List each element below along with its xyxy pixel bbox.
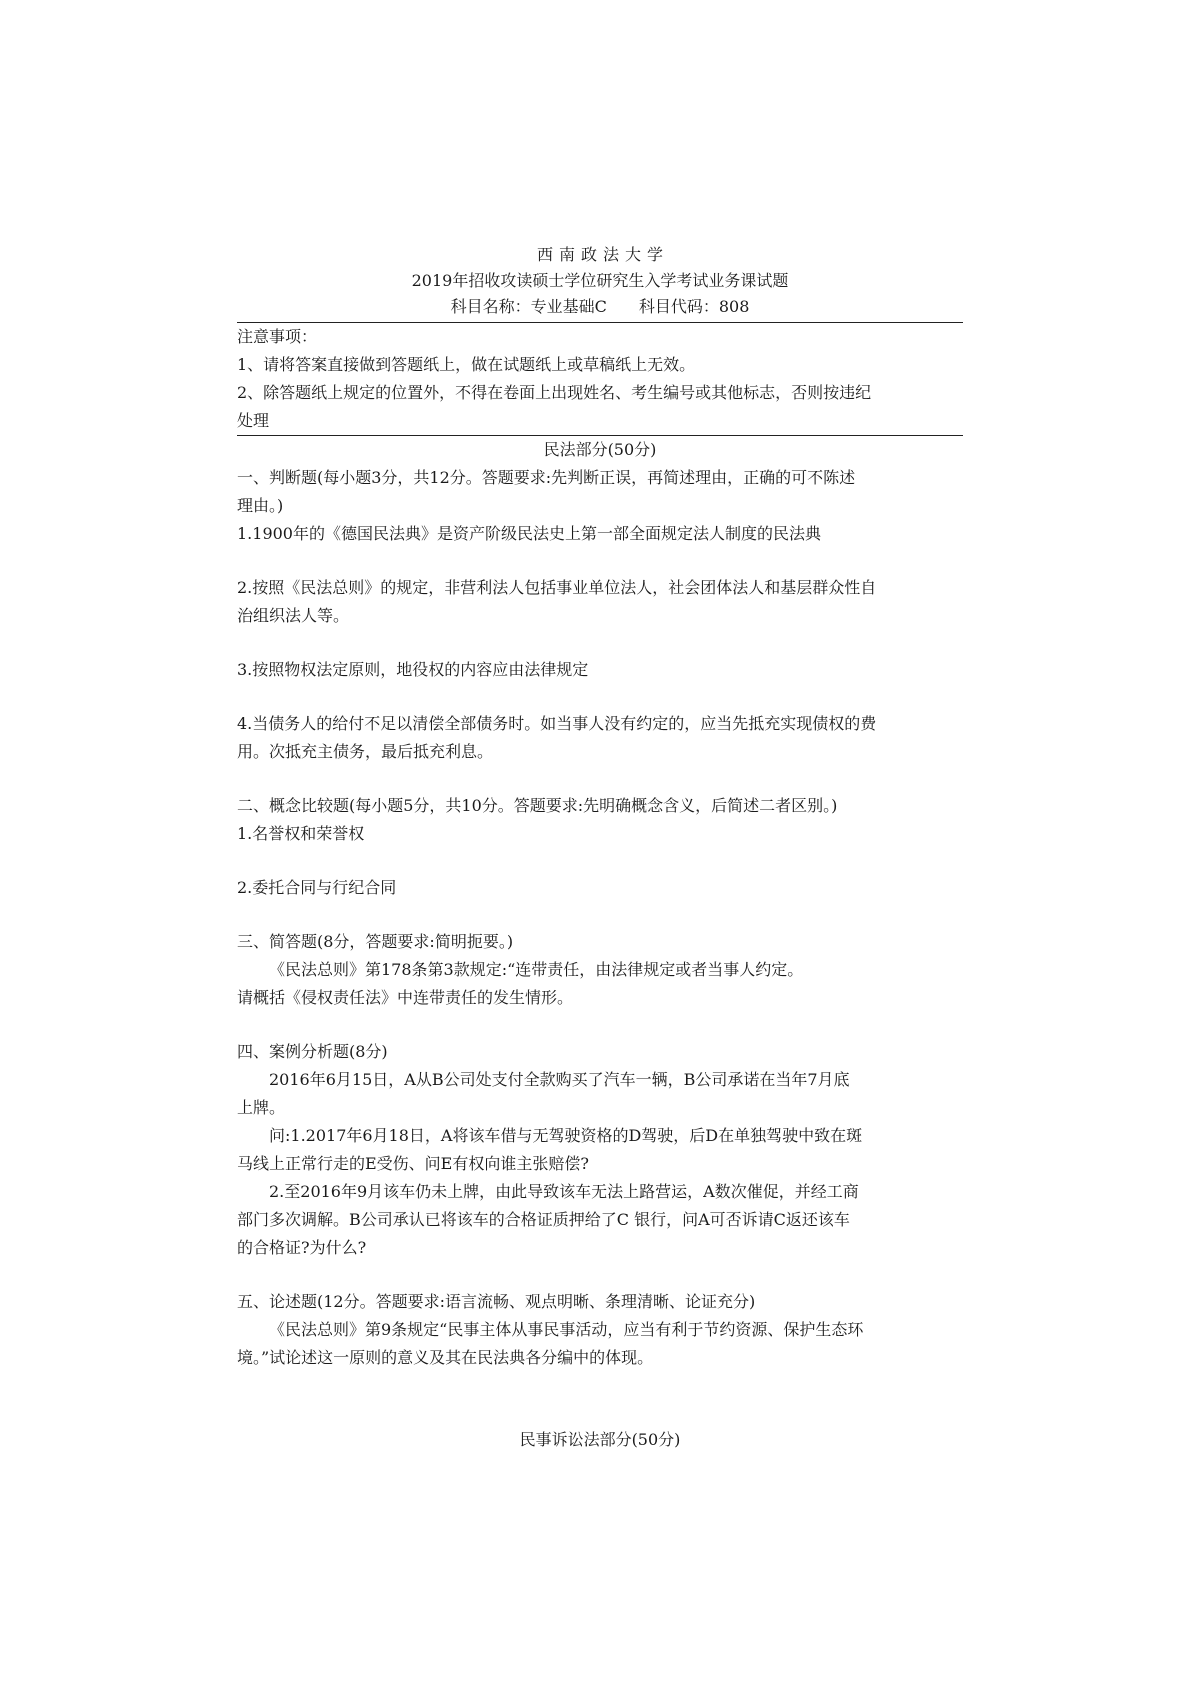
question-1-2-line-1: 2.按照《民法总则》的规定，非营利法人包括事业单位法人，社会团体法人和基层群众性自	[237, 578, 877, 597]
question-1-2-line-2: 治组织法人等。	[237, 606, 350, 625]
civil-procedure-title: 民事诉讼法部分(50分)	[519, 1430, 681, 1449]
section-1-heading-line-1: 一、判断题(每小题3分，共12分。答题要求:先判断正误，再简述理由，正确的可不陈述	[237, 468, 856, 487]
case-text-line-2: 上牌。	[237, 1098, 286, 1117]
question-1-3: 3.按照物权法定原则，地役权的内容应由法律规定	[237, 660, 589, 679]
school-name: 西南政法大学	[536, 245, 669, 264]
question-1-4-line-1: 4.当债务人的给付不足以清偿全部债务时。如当事人没有约定的，应当先抵充实现债权的费	[237, 714, 877, 733]
section-3-text-line-2: 请概括《侵权责任法》中连带责任的发生情形。	[237, 988, 574, 1007]
notice-item-1: 1、请将答案直接做到答题纸上，做在试题纸上或草稿纸上无效。	[237, 355, 696, 374]
section-3-heading: 三、简答题(8分，答题要求:简明扼要。)	[237, 932, 514, 951]
notice-item-2-line-2: 处理	[237, 411, 270, 430]
section-5-heading: 五、论述题(12分。答题要求:语言流畅、观点明晰、条理清晰、论证充分)	[237, 1292, 756, 1311]
question-1-4-line-2: 用。次抵充主债务，最后抵充利息。	[237, 742, 494, 761]
essay-text-line-2: 境。”试论述这一原则的意义及其在民法典各分编中的体现。	[237, 1348, 654, 1367]
exam-content	[237, 242, 963, 1454]
exam-title: 2019年招收攻读硕士学位研究生入学考试业务课试题	[411, 271, 789, 290]
subject-line: 科目名称：专业基础C 科目代码：808	[450, 297, 750, 316]
case-question-2-line-3: 的合格证?为什么?	[237, 1238, 367, 1257]
essay-text-line-1: 《民法总则》第9条规定“民事主体从事民事活动，应当有利于节约资源、保护生态环	[269, 1320, 864, 1339]
notice-item-2-line-1: 2、除答题纸上规定的位置外，不得在卷面上出现姓名、考生编号或其他标志，否则按违纪	[237, 383, 872, 402]
question-2-2: 2.委托合同与行纪合同	[237, 878, 397, 897]
notice-title: 注意事项：	[237, 327, 318, 346]
section-1-heading-line-2: 理由。)	[237, 496, 284, 515]
case-question-2-line-2: 部门多次调解。B公司承认已将该车的合格证质押给了C 银行，问A可否诉请C返还该车	[237, 1210, 850, 1229]
section-3-text-line-1: 《民法总则》第178条第3款规定:“连带责任，由法律规定或者当事人约定。	[269, 960, 804, 979]
section-4-heading: 四、案例分析题(8分)	[237, 1042, 388, 1061]
notice-section	[237, 323, 963, 435]
case-text-line-1: 2016年6月15日，A从B公司处支付全款购买了汽车一辆，B公司承诺在当年7月底	[269, 1070, 850, 1089]
question-1-1: 1.1900年的《德国民法典》是资产阶级民法史上第一部全面规定法人制度的民法典	[237, 524, 821, 543]
exam-header	[237, 242, 963, 320]
case-question-1-line-2: 马线上正常行走的E受伤、问E有权向谁主张赔偿?	[237, 1154, 589, 1173]
case-question-2-line-1: 2.至2016年9月该车仍未上牌，由此导致该车无法上路营运，A数次催促，并经工商	[269, 1182, 859, 1201]
case-question-1-line-1: 问:1.2017年6月18日，A将该车借与无驾驶资格的D驾驶，后D在单独驾驶中致在斑	[269, 1126, 863, 1145]
section-2-heading: 二、概念比较题(每小题5分，共10分。答题要求:先明确概念含义，后简述二者区别。)	[237, 796, 838, 815]
civil-law-title: 民法部分(50分)	[543, 440, 657, 459]
civil-law-section	[237, 436, 963, 1372]
question-2-1: 1.名誉权和荣誉权	[237, 824, 365, 843]
